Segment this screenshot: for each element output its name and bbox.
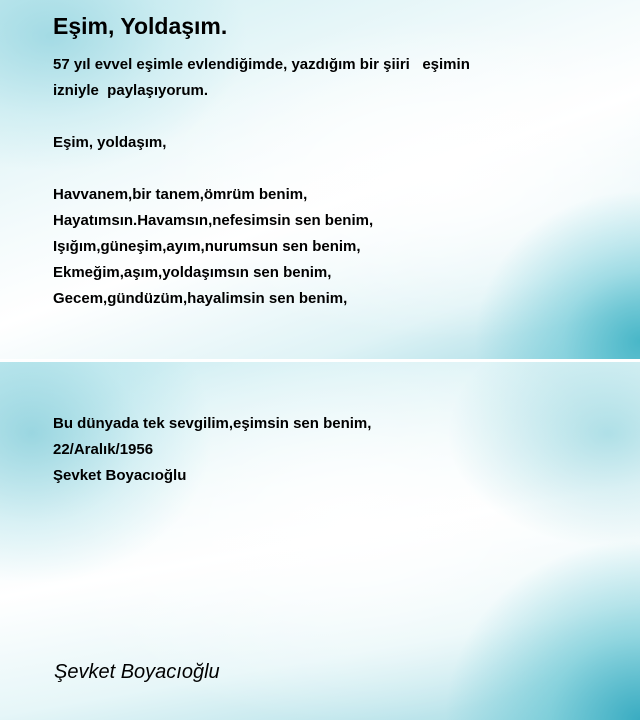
intro-line-1: 57 yıl evvel eşimle evlendiğimde, yazdığım bir şiiri eşimin: [53, 56, 470, 73]
stanza-line-5: Gecem,gündüzüm,hayalimsin sen benim,: [53, 290, 348, 307]
poem-date: 22/Aralık/1956: [53, 441, 154, 458]
poem-title: Eşim, Yoldaşım.: [53, 13, 228, 39]
poem-panel-bottom: [0, 362, 640, 720]
stanza-line-4: Ekmeğim,aşım,yoldaşımsın sen benim,: [53, 264, 332, 281]
stanza-line-3: Işığım,güneşim,ayım,nurumsun sen benim,: [53, 238, 361, 255]
stanza-line-1: Havvanem,bir tanem,ömrüm benim,: [53, 186, 308, 203]
poem-address: Eşim, yoldaşım,: [53, 134, 167, 151]
closing-line-1: Bu dünyada tek sevgilim,eşimsin sen benim,: [53, 415, 372, 432]
intro-line-2: izniyle paylaşıyorum.: [53, 82, 209, 99]
poem-author: Şevket Boyacıoğlu: [53, 467, 187, 484]
author-signature: Şevket Boyacıoğlu: [54, 661, 220, 683]
poem-panel-top: [0, 0, 640, 359]
stanza-line-2: Hayatımsın.Havamsın,nefesimsin sen benim,: [53, 212, 374, 229]
